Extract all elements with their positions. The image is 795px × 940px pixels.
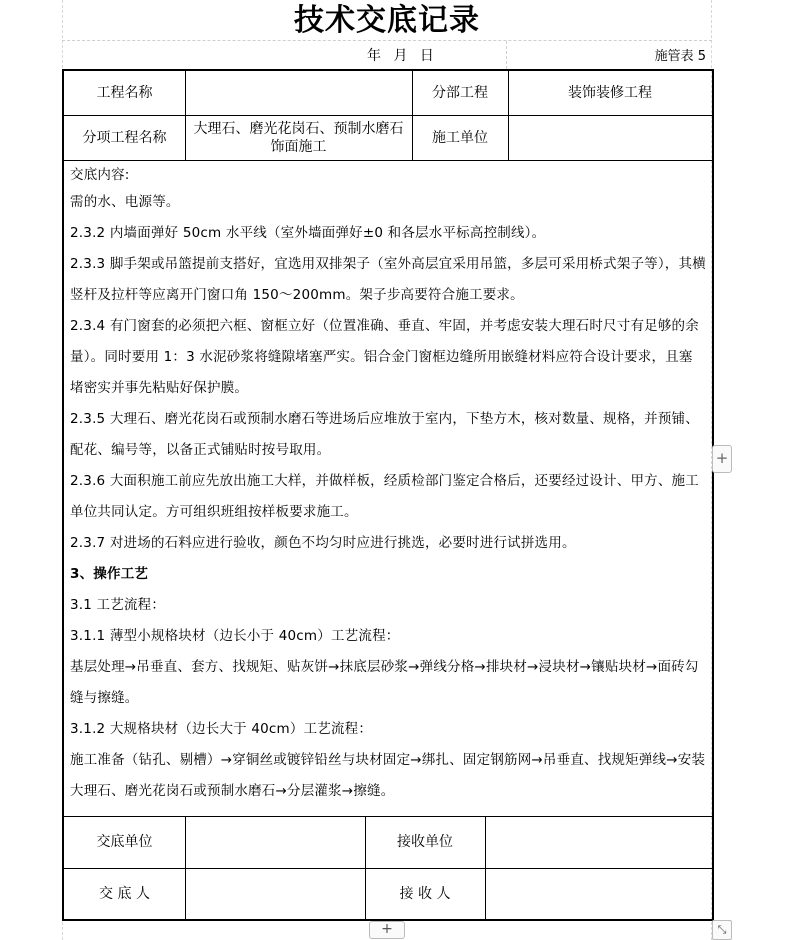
content-paragraph: 2.3.3 脚手架或吊篮提前支搭好，宜选用双排架子（室外高层宜采用吊篮，多层可采用桥式架子等），其横竖杆及拉杆等应离开门窗口角 150～200mm。架子步高要符合施工要求。 bbox=[70, 256, 706, 303]
content-paragraph: 2.3.4 有门窗套的必须把六框、窗框立好（位置准确、垂直、牢固，并考虑安装大理石时尺寸有足够的余量）。同时要用 1：3 水泥砂浆将缝隙堵塞严实。铝合金门窗框边缝所用嵌缝材料应符合设计要求，且塞堵密实并事先粘贴好保护膜。 bbox=[70, 318, 699, 396]
section-heading: 3、操作工艺 bbox=[70, 566, 149, 582]
handover-person-value[interactable] bbox=[185, 868, 365, 919]
row-divider bbox=[64, 160, 712, 161]
handover-person-label: 交 底 人 bbox=[99, 885, 150, 902]
subitem-label: 分项工程名称 bbox=[82, 129, 167, 146]
project-name-label: 工程名称 bbox=[96, 85, 153, 101]
record-table bbox=[62, 69, 714, 921]
handover-unit-label: 交底单位 bbox=[96, 834, 153, 850]
content-paragraph: 2.3.6 大面积施工前应先放出施工大样，并做样板，经质检部门鉴定合格后，还要经过设计、甲方、施工单位共同认定。方可组织班组按样板要求施工。 bbox=[70, 473, 699, 520]
col-divider bbox=[185, 816, 186, 919]
date-label: 年 月 日 bbox=[367, 48, 438, 64]
receiver-label: 接 收 人 bbox=[399, 885, 451, 902]
col-divider bbox=[508, 71, 509, 160]
division-label: 分部工程 bbox=[432, 85, 488, 101]
resize-handle-icon[interactable]: ⤡ bbox=[712, 920, 732, 940]
receiver-value[interactable] bbox=[485, 868, 712, 919]
col-divider bbox=[412, 71, 413, 160]
content-paragraph: 2.3.5 大理石、磨光花岗石或预制水磨石等进场后应堆放于室内，下垫方木，核对数量、规格，并预铺、配花、编号等，以备正式铺贴时按号取用。 bbox=[70, 411, 699, 458]
handover-unit-value[interactable] bbox=[185, 816, 365, 868]
receiving-unit-value[interactable] bbox=[485, 816, 712, 868]
col-divider bbox=[365, 816, 366, 919]
form-number: 施管表 5 bbox=[654, 49, 706, 64]
col-divider bbox=[185, 71, 186, 160]
contractor-label: 施工单位 bbox=[432, 129, 488, 146]
content-paragraph: 3.1.2 大规格块材（边长大于 40cm）工艺流程： bbox=[70, 721, 373, 737]
division-value[interactable]: 装饰装修工程 bbox=[568, 85, 652, 101]
content-paragraph: 基层处理→吊垂直、套方、找规矩、贴灰饼→抹底层砂浆→弹线分格→排块材→浸块材→镶贴块材→面砖勾缝与擦缝。 bbox=[70, 659, 699, 706]
content-paragraph: 2.3.7 对进场的石料应进行验收，颜色不均匀时应进行挑选，必要时进行试拼选用。 bbox=[70, 535, 576, 551]
content-paragraph: 2.3.2 内墙面弹好 50cm 水平线（室外墙面弹好±0 和各层水平标高控制线）。 bbox=[70, 225, 546, 241]
content-paragraph: 3.1.1 薄型小规格块材（边长小于 40cm）工艺流程： bbox=[70, 628, 400, 644]
content-label: 交底内容: bbox=[70, 167, 130, 183]
add-row-button[interactable]: + bbox=[369, 921, 405, 939]
receiving-unit-label: 接收单位 bbox=[397, 834, 453, 850]
content-paragraph: 3.1 工艺流程： bbox=[70, 597, 166, 613]
contractor-value[interactable] bbox=[508, 115, 712, 160]
content-paragraph: 需的水、电源等。 bbox=[70, 194, 180, 210]
meta-separator bbox=[506, 41, 507, 69]
subitem-value[interactable]: 大理石、磨光花岗石、预制水磨石饰面施工 bbox=[193, 120, 404, 155]
content-paragraph: 施工准备（钻孔、剔槽）→穿铜丝或镀锌铅丝与块材固定→绑扎、固定钢筋网→吊垂直、找规矩弹线→安装大理石、磨光花岗石或预制水磨石→分层灌浆→擦缝。 bbox=[70, 752, 706, 799]
handover-content[interactable] bbox=[70, 163, 706, 807]
add-column-button[interactable]: + bbox=[712, 445, 732, 473]
meta-row bbox=[62, 40, 712, 69]
project-name-value[interactable] bbox=[185, 71, 412, 115]
col-divider bbox=[485, 816, 486, 919]
document-title: 技术交底记录 bbox=[294, 3, 480, 38]
